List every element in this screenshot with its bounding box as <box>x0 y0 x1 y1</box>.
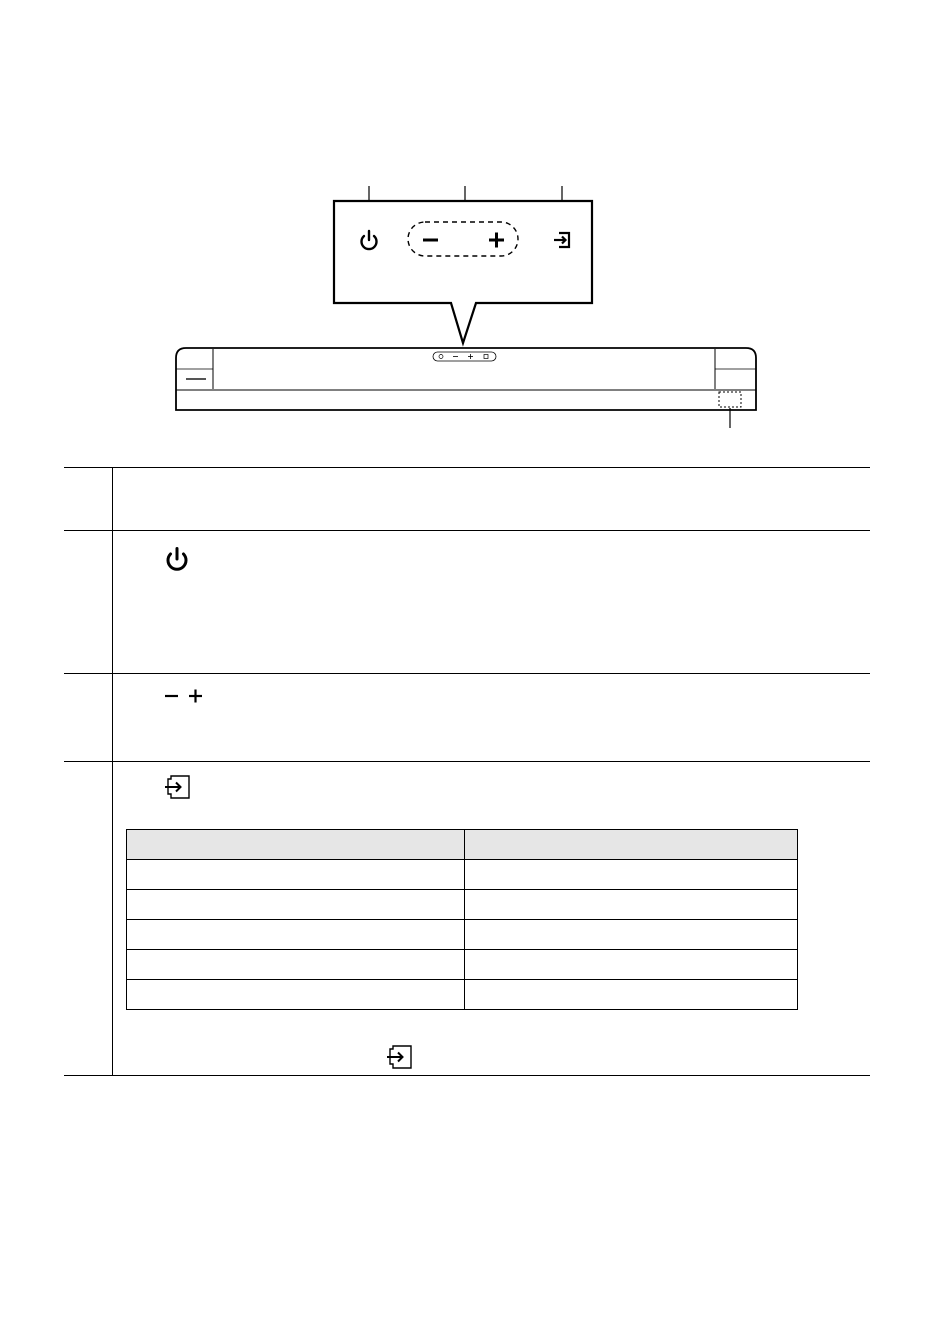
table-rule-top <box>64 467 870 468</box>
table-cell <box>465 890 798 920</box>
table-row <box>127 950 798 980</box>
table-rule-bottom <box>64 1075 870 1076</box>
table-rule <box>64 530 870 531</box>
table-cell <box>465 980 798 1010</box>
table-cell <box>127 890 465 920</box>
table-cell <box>127 860 465 890</box>
table-cell <box>127 950 465 980</box>
mode-table-header-cell <box>465 830 798 860</box>
description-table <box>64 467 870 1077</box>
table-rule <box>64 761 870 762</box>
table-cell <box>465 950 798 980</box>
soundbar-illustration <box>0 0 933 460</box>
mode-table-header-cell <box>127 830 465 860</box>
source-input-icon <box>164 774 192 800</box>
soundbar-diagram <box>0 0 933 460</box>
table-row <box>127 860 798 890</box>
source-input-icon <box>386 1044 414 1070</box>
power-icon <box>164 546 190 572</box>
table-column-divider <box>112 467 113 1076</box>
table-row <box>127 980 798 1010</box>
mode-table-header-row <box>127 830 798 860</box>
mode-table <box>126 829 798 1010</box>
table-cell <box>465 920 798 950</box>
table-cell <box>465 860 798 890</box>
table-cell <box>127 920 465 950</box>
table-rule <box>64 673 870 674</box>
table-row <box>127 890 798 920</box>
minus-plus-icon <box>164 687 206 705</box>
table-row <box>127 920 798 950</box>
soundbar-body <box>176 348 756 410</box>
table-cell <box>127 980 465 1010</box>
